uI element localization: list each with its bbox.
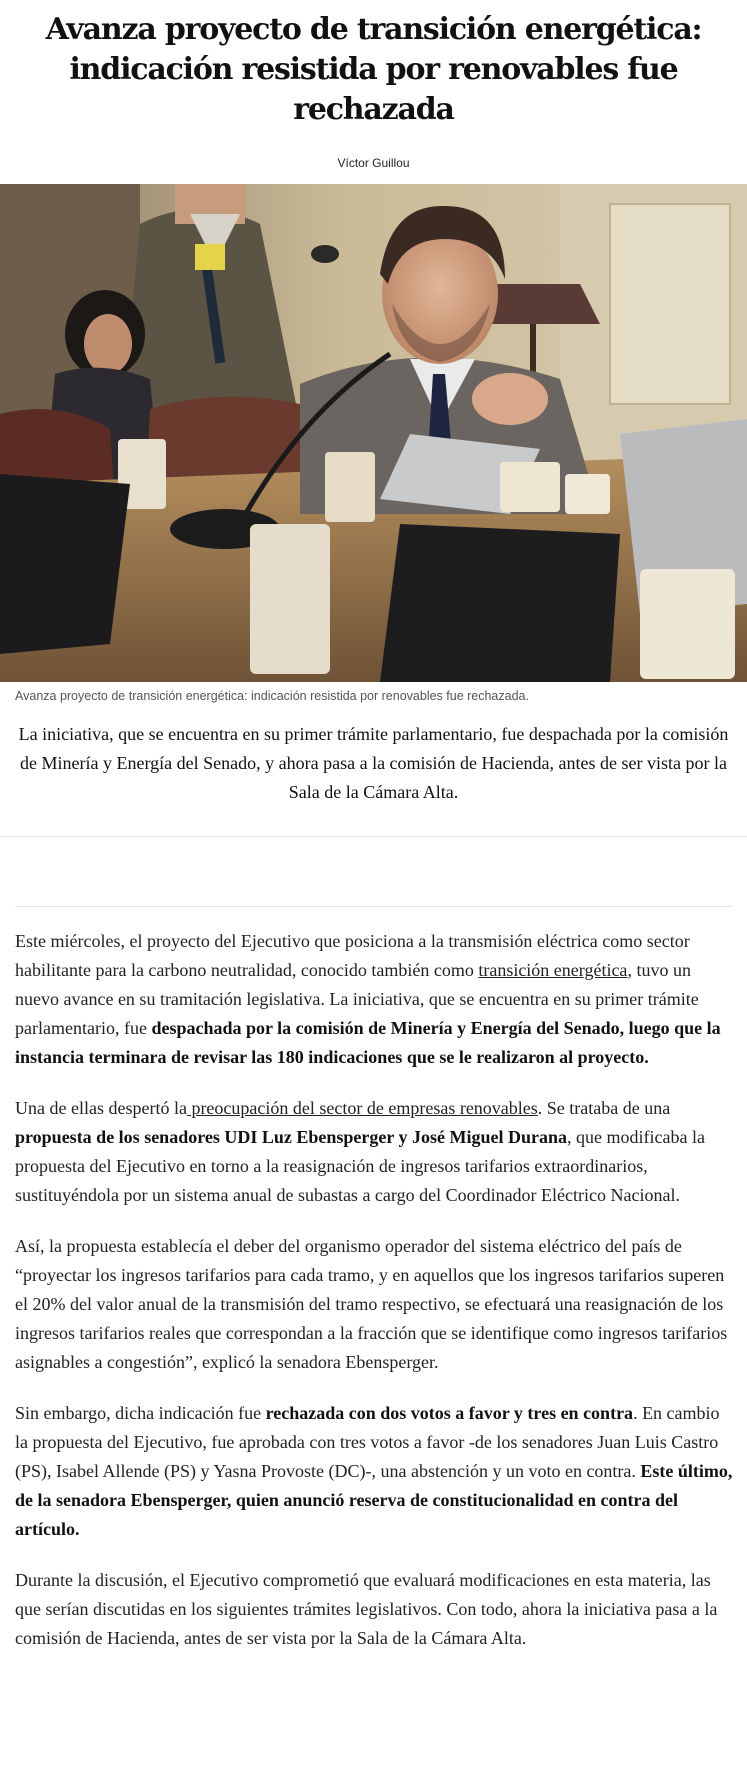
text: , que modificaba la propuesta del Ejecutivo en torno a la reasignación de ingresos tarifarios extraordinarios, sustituyéndola por un sistema anual de subastas a cargo del Coordinador Eléctrico Nacional. [15,1127,705,1205]
text: Sin embargo, dicha indicación fue [15,1403,266,1423]
paragraph [15,1399,737,1544]
link-preocupacion-renovables[interactable]: preocupación del sector de empresas renovables [186,1098,538,1118]
paragraph [15,927,737,1072]
author-byline[interactable]: Víctor Guillou [337,156,410,170]
link-transicion-energetica[interactable]: transición energética [478,960,628,980]
bold-text: Este último, de la senadora Ebensperger, quien anunció reserva de constitucionalidad en contra del artículo. [15,1461,733,1539]
paragraph [15,1094,737,1210]
bold-text: despachada por la comisión de Minería y Energía del Senado, luego que la instancia terminara de revisar las 180 indicaciones que se le realizaron al proyecto. [15,1018,721,1067]
bold-text: rechazada con dos votos a favor y tres en contra [265,1403,634,1423]
article-title: Avanza proyecto de transición energética: indicación resistida por renovables fue rechazada [45,12,702,127]
paragraph: Así, la propuesta establecía el deber del organismo operador del sistema eléctrico del país de “proyectar los ingresos tarifarios para cada tramo, y en aquellos que los ingresos tarifarios superen el 20% del valor anual de la transmisión del tramo respectivo, se efectuará una reasignación de los ingresos tarifarios reales que correspondan a la fracción que se identifique como ingresos tarifarios asignables a congestión”, explicó la senadora Ebensperger. [15,1236,728,1372]
photo-caption: Avanza proyecto de transición energética: indicación resistida por renovables fue rechazada. [15,689,529,703]
text: Este miércoles, el proyecto del Ejecutivo que posiciona a la transmisión eléctrica como sector habilitante para la carbono neutralidad, conocido también como [15,931,690,980]
article-photo [0,184,747,682]
text: , tuvo un nuevo avance en su tramitación legislativa. La iniciativa, que se encuentra en su primer trámite parlamentario, fue [15,960,699,1038]
text: . En cambio la propuesta del Ejecutivo, fue aprobada con tres votos a favor -de los senadores Juan Luis Castro (PS), Isabel Allende (PS) y Yasna Provoste (DC)-, una abstención y un voto en contra. [15,1403,720,1481]
article-body [15,927,737,1675]
divider [0,836,747,837]
article-lead: La iniciativa, que se encuentra en su primer trámite parlamentario, fue despachada por la comisión de Minería y Energía del Senado, y ahora pasa a la comisión de Hacienda, antes de ser vista por la Sala de la Cámara Alta. [18,724,729,802]
paragraph: Durante la discusión, el Ejecutivo comprometió que evaluará modificaciones en esta materia, las que serían discutidas en los siguientes trámites legislativos. Con todo, ahora la iniciativa pasa a la comisión de Hacienda, antes de ser vista por la Sala de la Cámara Alta. [15,1570,718,1648]
divider [15,906,732,907]
text: . Se trataba de una [537,1098,671,1118]
text: Una de ellas despertó la [15,1098,187,1118]
bold-text: propuesta de los senadores UDI Luz Ebensperger y José Miguel Durana [15,1127,568,1147]
